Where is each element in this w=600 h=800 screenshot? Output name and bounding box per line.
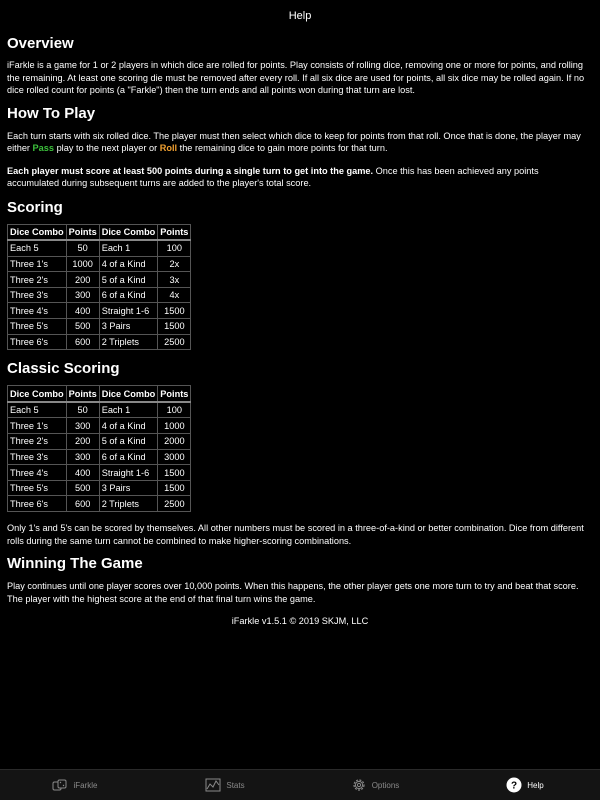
points-cell: 1000 xyxy=(158,418,191,434)
column-header: Points xyxy=(158,386,191,402)
svg-text:?: ? xyxy=(511,780,518,792)
dice-combo-cell: Each 5 xyxy=(8,402,67,418)
table-row xyxy=(8,287,191,303)
points-cell: 600 xyxy=(66,334,99,350)
tab-help-label: Help xyxy=(527,780,544,790)
howto-bold-rule: Each player must score at least 500 points during a single turn to get into the game. xyxy=(7,165,374,176)
dice-combo-cell: 6 of a Kind xyxy=(99,287,158,303)
scoring-heading: Scoring xyxy=(7,198,63,216)
dice-combo-cell: 2 Triplets xyxy=(99,334,158,350)
column-header: Points xyxy=(66,386,99,402)
pass-word: Pass xyxy=(32,143,55,153)
top-bar xyxy=(0,0,600,32)
dice-combo-cell: Three 6's xyxy=(8,496,67,512)
dice-combo-cell: 4 of a Kind xyxy=(99,256,158,272)
help-content xyxy=(0,35,600,628)
table-row xyxy=(8,418,191,434)
dice-combo-cell: Each 1 xyxy=(99,402,158,418)
classic-note: Only 1's and 5's can be scored by themselves. All other numbers must be scored in a three-of-a-kind or better combination. Dice from different rolls during the same turn cannot be combined to make higher-scoring combinations. xyxy=(7,523,584,546)
help-icon xyxy=(506,777,522,793)
points-cell: 50 xyxy=(66,402,99,418)
dice-combo-cell: 5 of a Kind xyxy=(99,434,158,450)
points-cell: 100 xyxy=(158,240,191,256)
points-cell: 1500 xyxy=(158,319,191,335)
tab-options[interactable] xyxy=(300,770,450,800)
points-cell: 1500 xyxy=(158,465,191,481)
table-header-row xyxy=(8,224,191,240)
dice-combo-cell: 6 of a Kind xyxy=(99,449,158,465)
dice-combo-cell: Three 5's xyxy=(8,319,67,335)
points-cell: 1500 xyxy=(158,480,191,496)
table-row xyxy=(8,272,191,288)
dice-combo-cell: 3 Pairs xyxy=(99,480,158,496)
points-cell: 4x xyxy=(158,287,191,303)
howto-heading: How To Play xyxy=(7,104,96,122)
gear-icon xyxy=(351,777,367,793)
dice-combo-cell: 5 of a Kind xyxy=(99,272,158,288)
dice-combo-cell: Three 2's xyxy=(8,434,67,450)
points-cell: 400 xyxy=(66,303,99,319)
points-cell: 2x xyxy=(158,256,191,272)
points-cell: 1000 xyxy=(66,256,99,272)
table-row xyxy=(8,256,191,272)
column-header: Dice Combo xyxy=(99,386,158,402)
dice-combo-cell: Three 1's xyxy=(8,418,67,434)
table-row xyxy=(8,449,191,465)
points-cell: 300 xyxy=(66,287,99,303)
howto-text-2-rest: Once this has been achieved any points accumulated during subsequent turns are added to the player's total score. xyxy=(7,165,539,188)
tab-help[interactable] xyxy=(450,770,600,800)
dice-combo-cell: Three 4's xyxy=(8,465,67,481)
howto-text-2 xyxy=(7,165,593,190)
table-row xyxy=(8,303,191,319)
dice-combo-cell: Three 2's xyxy=(8,272,67,288)
howto-text-before: Each turn starts with six rolled dice. The player must then select which dice to keep for points from that roll. Once that is done, the player may either xyxy=(7,130,581,153)
column-header: Dice Combo xyxy=(8,386,67,402)
tab-stats[interactable] xyxy=(150,770,300,800)
scoring-table xyxy=(7,224,191,351)
points-cell: 200 xyxy=(66,434,99,450)
column-header: Dice Combo xyxy=(99,224,158,240)
points-cell: 2500 xyxy=(158,334,191,350)
version-text: iFarkle v1.5.1 © 2019 SKJM, LLC xyxy=(231,616,369,626)
points-cell: 300 xyxy=(66,449,99,465)
tab-stats-label: Stats xyxy=(226,780,245,790)
table-row xyxy=(8,496,191,512)
points-cell: 200 xyxy=(66,272,99,288)
howto-text xyxy=(7,130,593,155)
tab-bar xyxy=(0,769,600,800)
classic-scoring-table xyxy=(7,385,191,512)
tab-ifarkle-label: iFarkle xyxy=(73,780,98,790)
column-header: Points xyxy=(66,224,99,240)
table-row xyxy=(8,465,191,481)
overview-heading: Overview xyxy=(7,35,74,52)
tab-ifarkle[interactable] xyxy=(0,770,150,800)
table-row xyxy=(8,480,191,496)
table-row xyxy=(8,434,191,450)
table-row xyxy=(8,240,191,256)
winning-text: Play continues until one player scores over 10,000 points. When this happens, the other player gets one more turn to try and beat that score. The player with the highest score at the end of that final turn wins the game. xyxy=(7,581,579,604)
page-title: Help xyxy=(288,10,312,22)
dice-combo-cell: Each 5 xyxy=(8,240,67,256)
dice-combo-cell: Three 1's xyxy=(8,256,67,272)
tab-options-label: Options xyxy=(371,780,400,790)
points-cell: 2500 xyxy=(158,496,191,512)
points-cell: 500 xyxy=(66,319,99,335)
dice-combo-cell: 4 of a Kind xyxy=(99,418,158,434)
column-header: Points xyxy=(158,224,191,240)
dice-combo-cell: Straight 1-6 xyxy=(99,303,158,319)
dice-combo-cell: Three 4's xyxy=(8,303,67,319)
points-cell: 50 xyxy=(66,240,99,256)
points-cell: 500 xyxy=(66,480,99,496)
dice-combo-cell: Each 1 xyxy=(99,240,158,256)
dice-combo-cell: Three 3's xyxy=(8,287,67,303)
points-cell: 3x xyxy=(158,272,191,288)
winning-heading: Winning The Game xyxy=(7,555,143,572)
points-cell: 2000 xyxy=(158,434,191,450)
points-cell: 100 xyxy=(158,402,191,418)
points-cell: 3000 xyxy=(158,449,191,465)
dice-combo-cell: Three 5's xyxy=(8,480,67,496)
dice-combo-cell: Three 6's xyxy=(8,334,67,350)
overview-text: iFarkle is a game for 1 or 2 players in which dice are rolled for points. Play consists of rolling dice, removing one or more for points, and rolling the remaining. At least one scoring die must be removed after every roll. If all six dice are used for points, all six dice may be rolled again. If no dice rolled count for points (a "Farkle") then the turn ends and all points won during that turn are lost. xyxy=(7,60,585,95)
points-cell: 1500 xyxy=(158,303,191,319)
dice-combo-cell: Straight 1-6 xyxy=(99,465,158,481)
points-cell: 400 xyxy=(66,465,99,481)
table-header-row xyxy=(8,386,191,402)
column-header: Dice Combo xyxy=(8,224,67,240)
chart-icon xyxy=(205,778,221,792)
roll-word: Roll xyxy=(159,143,178,153)
table-row xyxy=(8,319,191,335)
table-row xyxy=(8,402,191,418)
dice-combo-cell: 2 Triplets xyxy=(99,496,158,512)
points-cell: 600 xyxy=(66,496,99,512)
table-row xyxy=(8,334,191,350)
classic-scoring-heading: Classic Scoring xyxy=(7,360,120,378)
dice-combo-cell: Three 3's xyxy=(8,449,67,465)
howto-text-middle: play to the next player or xyxy=(54,143,160,153)
points-cell: 300 xyxy=(66,418,99,434)
dice-combo-cell: 3 Pairs xyxy=(99,319,158,335)
howto-text-after: the remaining dice to gain more points for that turn. xyxy=(177,143,388,153)
dice-icon xyxy=(52,779,68,791)
